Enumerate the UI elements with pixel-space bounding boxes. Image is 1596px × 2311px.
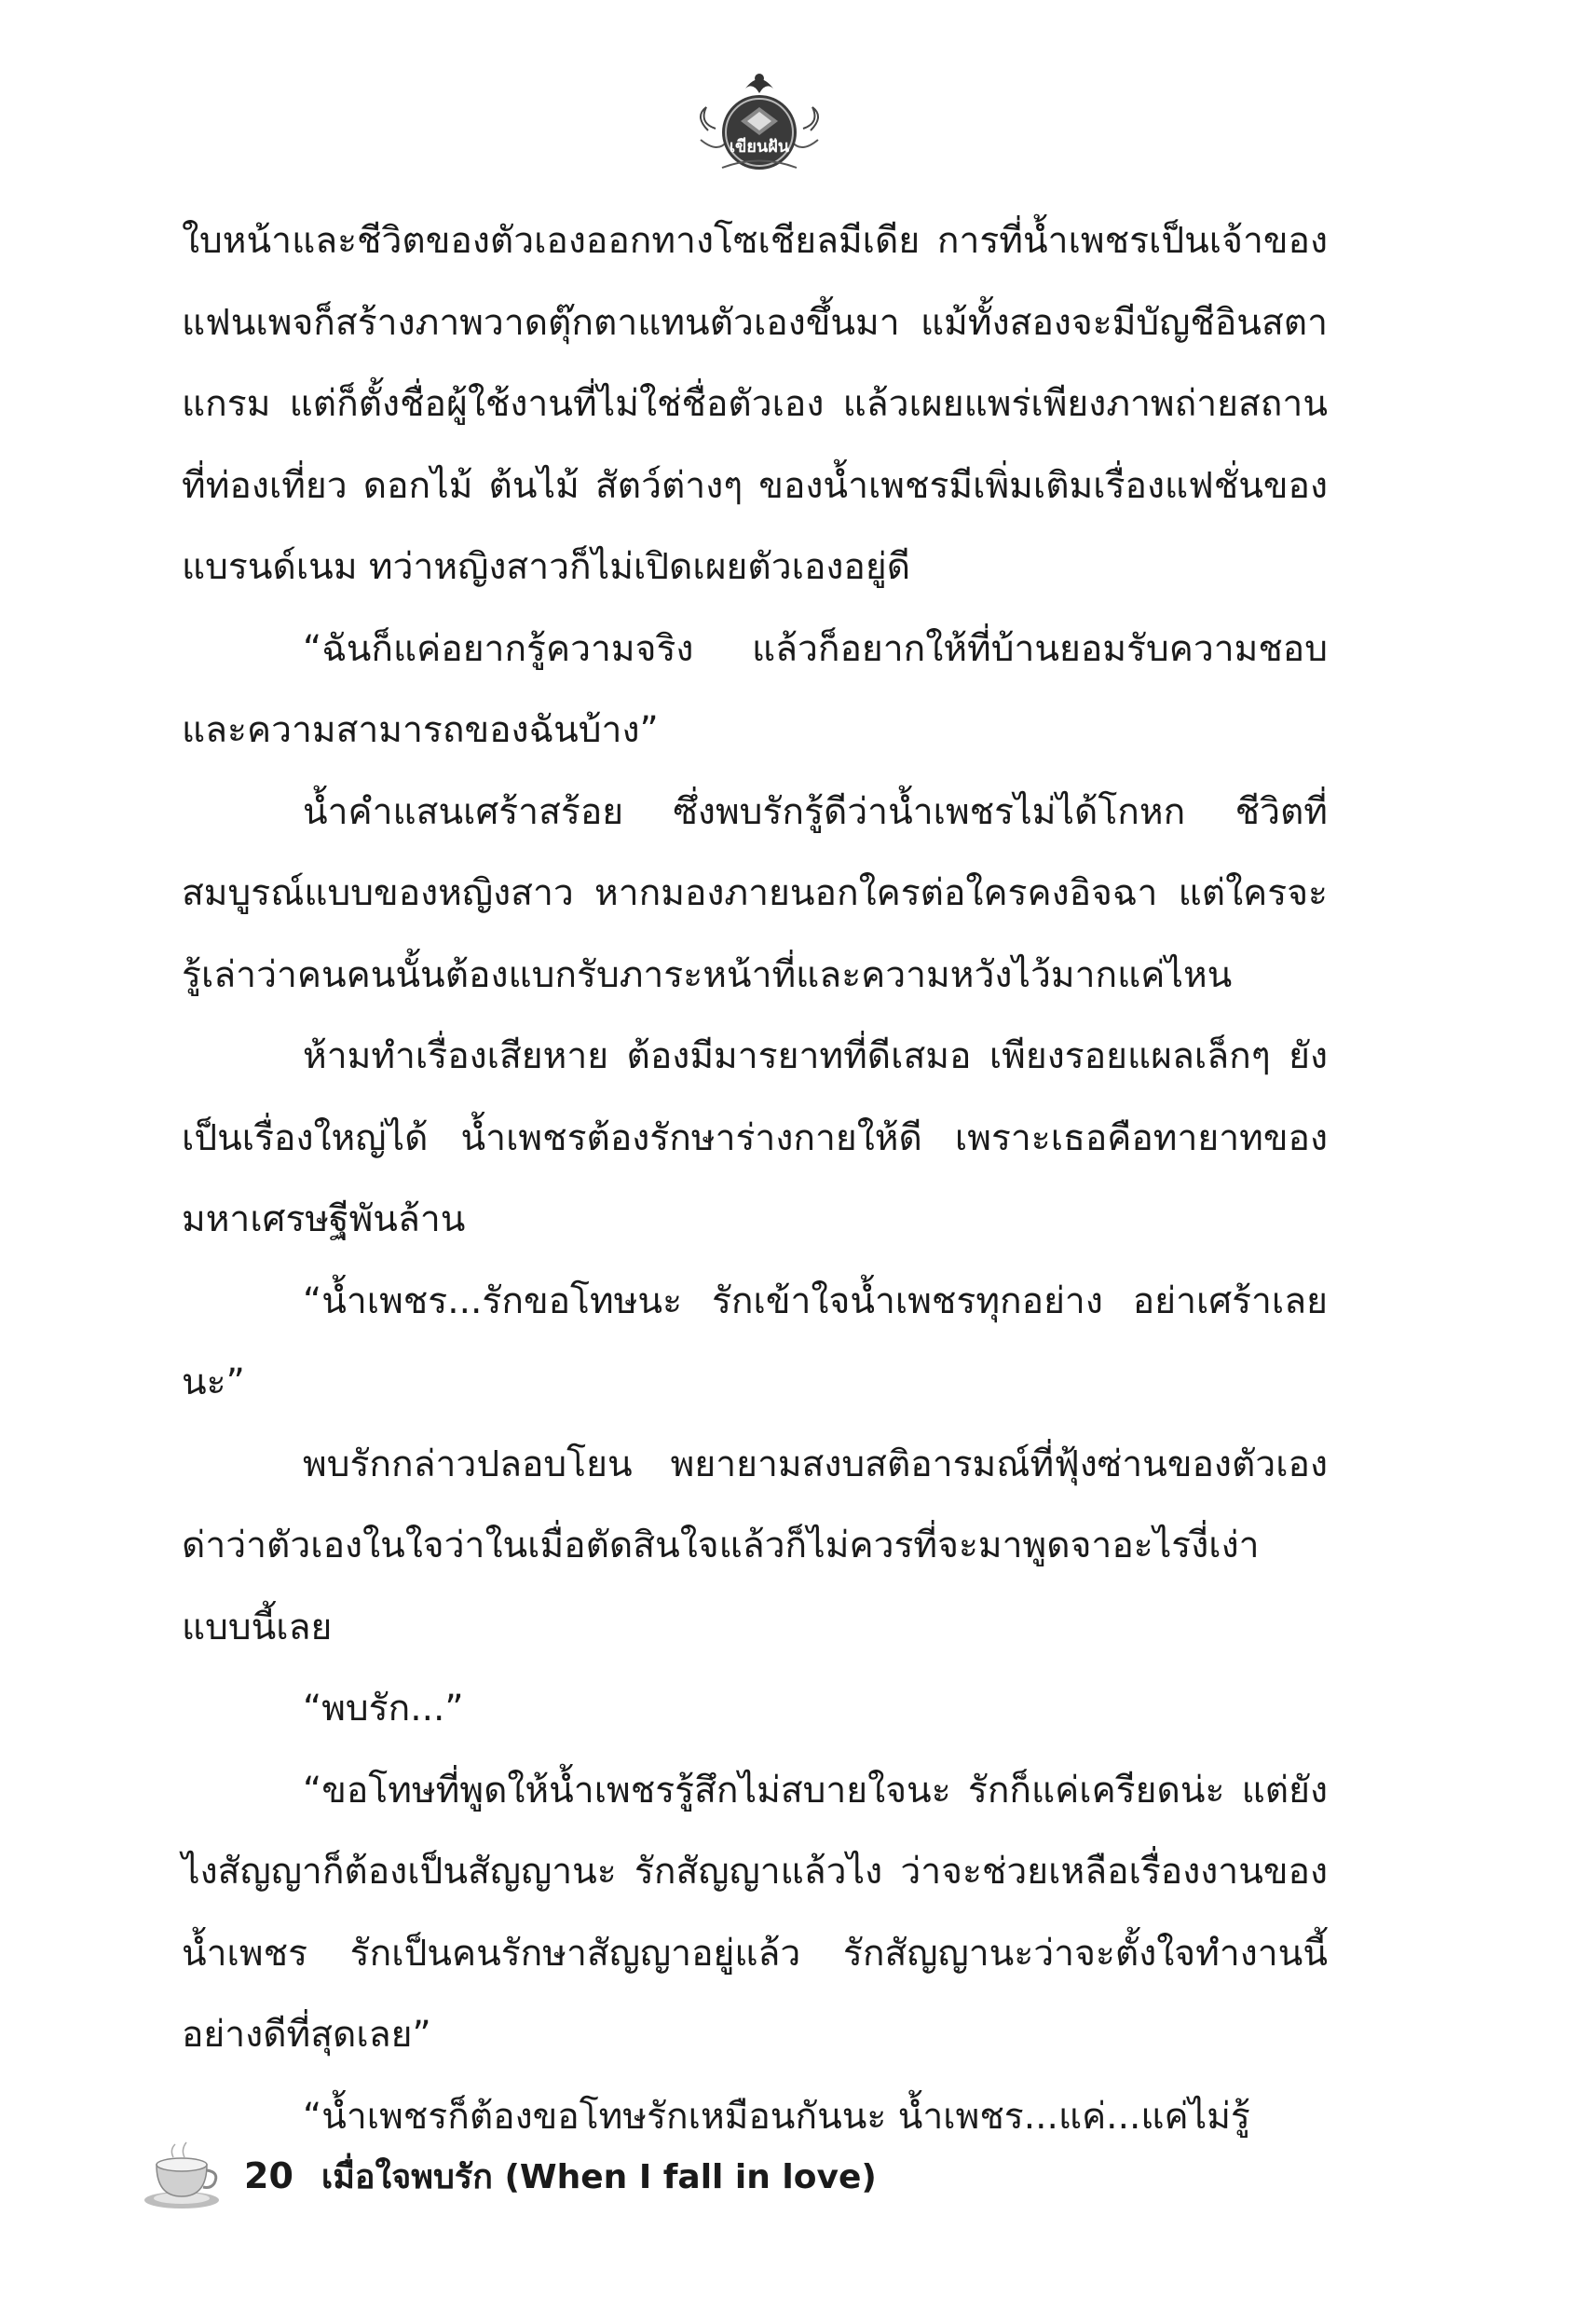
paragraph: พบรักกล่าวปลอบโยน พยายามสงบสติอารมณ์ที่ฟุ้งซ่านของตัวเอง ด่าว่าตัวเองในใจว่าในเมื่อตัดสินใจแล้วก็ไม่ควรที่จะมาพูดจาอะไรงี่เง่าแบบนี้เลย — [182, 1443, 1328, 1648]
paragraph: “ขอโทษที่พูดให้น้ำเพชรรู้สึกไม่สบายใจนะ รักก็แค่เครียดน่ะ แต่ยังไงสัญญาก็ต้องเป็นสัญญานะ รักสัญญาแล้วไง ว่าจะช่วยเหลือเรื่องงานของน้ำเพชร รักเป็นคนรักษาสัญญาอยู่แล้ว รักสัญญานะว่าจะตั้งใจทำงานนี้อย่างดีที่สุดเลย” — [182, 1769, 1328, 2056]
book-title: เมื่อใจพบรัก (When I fall in love) — [321, 2157, 877, 2196]
paragraph: น้ำคำแสนเศร้าสร้อย ซึ่งพบรักรู้ดีว่าน้ำเพชรไม่ได้โกหก ชีวิตที่สมบูรณ์แบบของหญิงสาว หากมองภายนอกใครต่อใครคงอิจฉา แต่ใครจะรู้เล่าว่าคนคนนั้นต้องแบกรับภาระหน้าที่และความหวังไว้มากแค่ไหน — [182, 790, 1328, 996]
teacup-icon — [140, 2139, 224, 2213]
paragraph: “น้ำเพชรก็ต้องขอโทษรักเหมือนกันนะ น้ำเพชร...แค่...แค่ไม่รู้ — [303, 2095, 1250, 2138]
page-footer — [140, 2134, 978, 2218]
logo-text: เขียนฝัน — [729, 137, 790, 157]
paragraph: ใบหน้าและชีวิตของตัวเองออกทางโซเชียลมีเดีย การที่น้ำเพชรเป็นเจ้าของแฟนเพจก็สร้างภาพวาดตุ๊กตาแทนตัวเองขึ้นมา แม้ทั้งสองจะมีบัญชีอินสตาแกรม แต่ก็ตั้งชื่อผู้ใช้งานที่ไม่ใช่ชื่อตัวเอง แล้วเผยแพร่เพียงภาพถ่ายสถานที่ท่องเที่ยว ดอกไม้ ต้นไม้ สัตว์ต่างๆ ของน้ำเพชรมีเพิ่มเติมเรื่องแฟชั่นของแบรนด์เนม ทว่าหญิงสาวก็ไม่เปิดเผยตัวเองอยู่ดี — [182, 220, 1328, 588]
paragraph: “ฉันก็แค่อยากรู้ความจริง แล้วก็อยากให้ที่บ้านยอมรับความชอบและความสามารถของฉันบ้าง” — [182, 627, 1328, 751]
paragraph: “พบรัก...” — [303, 1688, 464, 1730]
body-text — [182, 200, 1328, 2157]
header-logo — [689, 65, 829, 177]
ornamental-crest-icon — [689, 65, 829, 177]
paragraph: “น้ำเพชร...รักขอโทษนะ รักเข้าใจน้ำเพชรทุกอย่าง อย่าเศร้าเลยนะ” — [182, 1279, 1328, 1403]
page-number: 20 — [244, 2155, 293, 2196]
paragraph: ห้ามทำเรื่องเสียหาย ต้องมีมารยาทที่ดีเสมอ เพียงรอยแผลเล็กๆ ยังเป็นเรื่องใหญ่ได้ น้ำเพชรต้องรักษาร่างกายให้ดี เพราะเธอคือทายาทของมหาเศรษฐีพันล้าน — [182, 1035, 1328, 1240]
